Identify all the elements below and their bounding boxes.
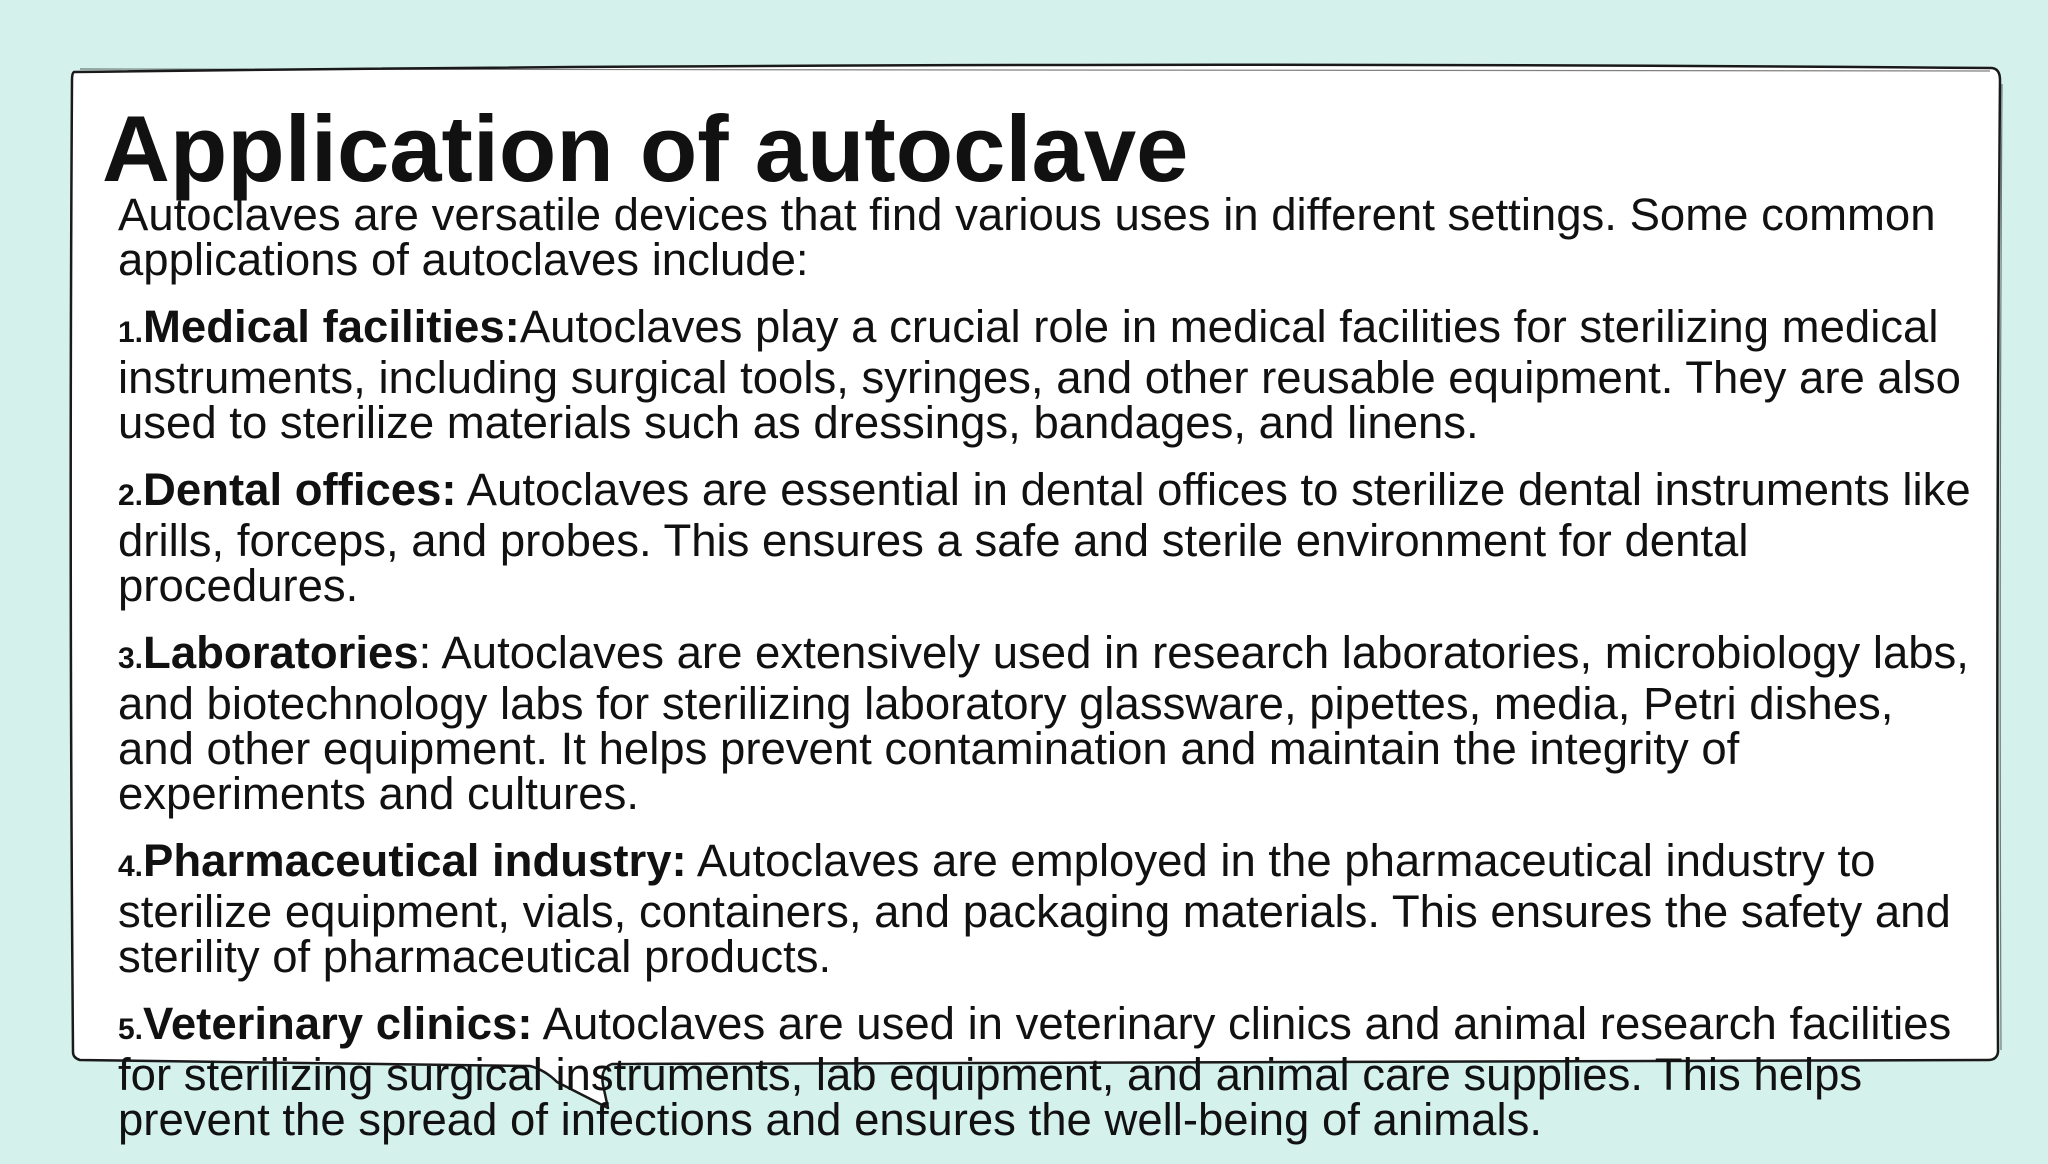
list-item-laboratories <box>118 627 1978 819</box>
list-item-medical-facilities <box>118 301 1978 448</box>
list-item-text: Autoclaves play a crucial role in medical facilities for sterilizing medical instruments, including surgical tools, syringes, and other reusable equipment. They are also used to sterilize materials such as dressings, bandages, and linens. <box>118 301 1961 448</box>
list-item-number: 4. <box>118 850 144 883</box>
list-item-number: 1. <box>118 316 144 349</box>
slide-body <box>118 189 1978 1164</box>
list-item-text: Autoclaves are essential in dental offices to sterilize dental instruments like drills, forceps, and probes. This ensures a safe and sterile environment for dental procedures. <box>118 464 1971 611</box>
list-item-number: 5. <box>118 1013 144 1046</box>
list-item-text: : Autoclaves are extensively used in research laboratories, microbiology labs, and biotechnology labs for sterilizing laboratory glassware, pipettes, media, Petri dishes, and other equipment. It helps prevent contamination and maintain the integrity of experiments and cultures. <box>118 627 1969 819</box>
list-item-text: Autoclaves are used in veterinary clinics and animal research facilities for sterilizing surgical instruments, lab equipment, and animal care supplies. This helps prevent the spread of infections and ensures the well-being of animals. <box>118 998 1952 1145</box>
intro-paragraph: Autoclaves are versatile devices that find various uses in different settings. Some common applications of autoclaves include: <box>118 189 1936 285</box>
list-item-text: Autoclaves are employed in the pharmaceutical industry to sterilize equipment, vials, containers, and packaging materials. This ensures the safety and sterility of pharmaceutical products. <box>118 835 1951 982</box>
list-item-term: Pharmaceutical industry: <box>143 835 687 886</box>
slide-title: Application of autoclave <box>102 96 1189 201</box>
list-item-term: Medical facilities: <box>143 301 520 352</box>
list-item-veterinary-clinics <box>118 998 1978 1145</box>
list-item-number: 3. <box>118 642 144 675</box>
list-item-term: Laboratories <box>143 627 419 678</box>
list-item-term: Veterinary clinics: <box>143 998 533 1049</box>
list-item-dental-offices <box>118 464 1978 611</box>
list-item-pharmaceutical-industry <box>118 835 1978 982</box>
list-item-number: 2. <box>118 479 144 512</box>
list-item-term: Dental offices: <box>143 464 457 515</box>
